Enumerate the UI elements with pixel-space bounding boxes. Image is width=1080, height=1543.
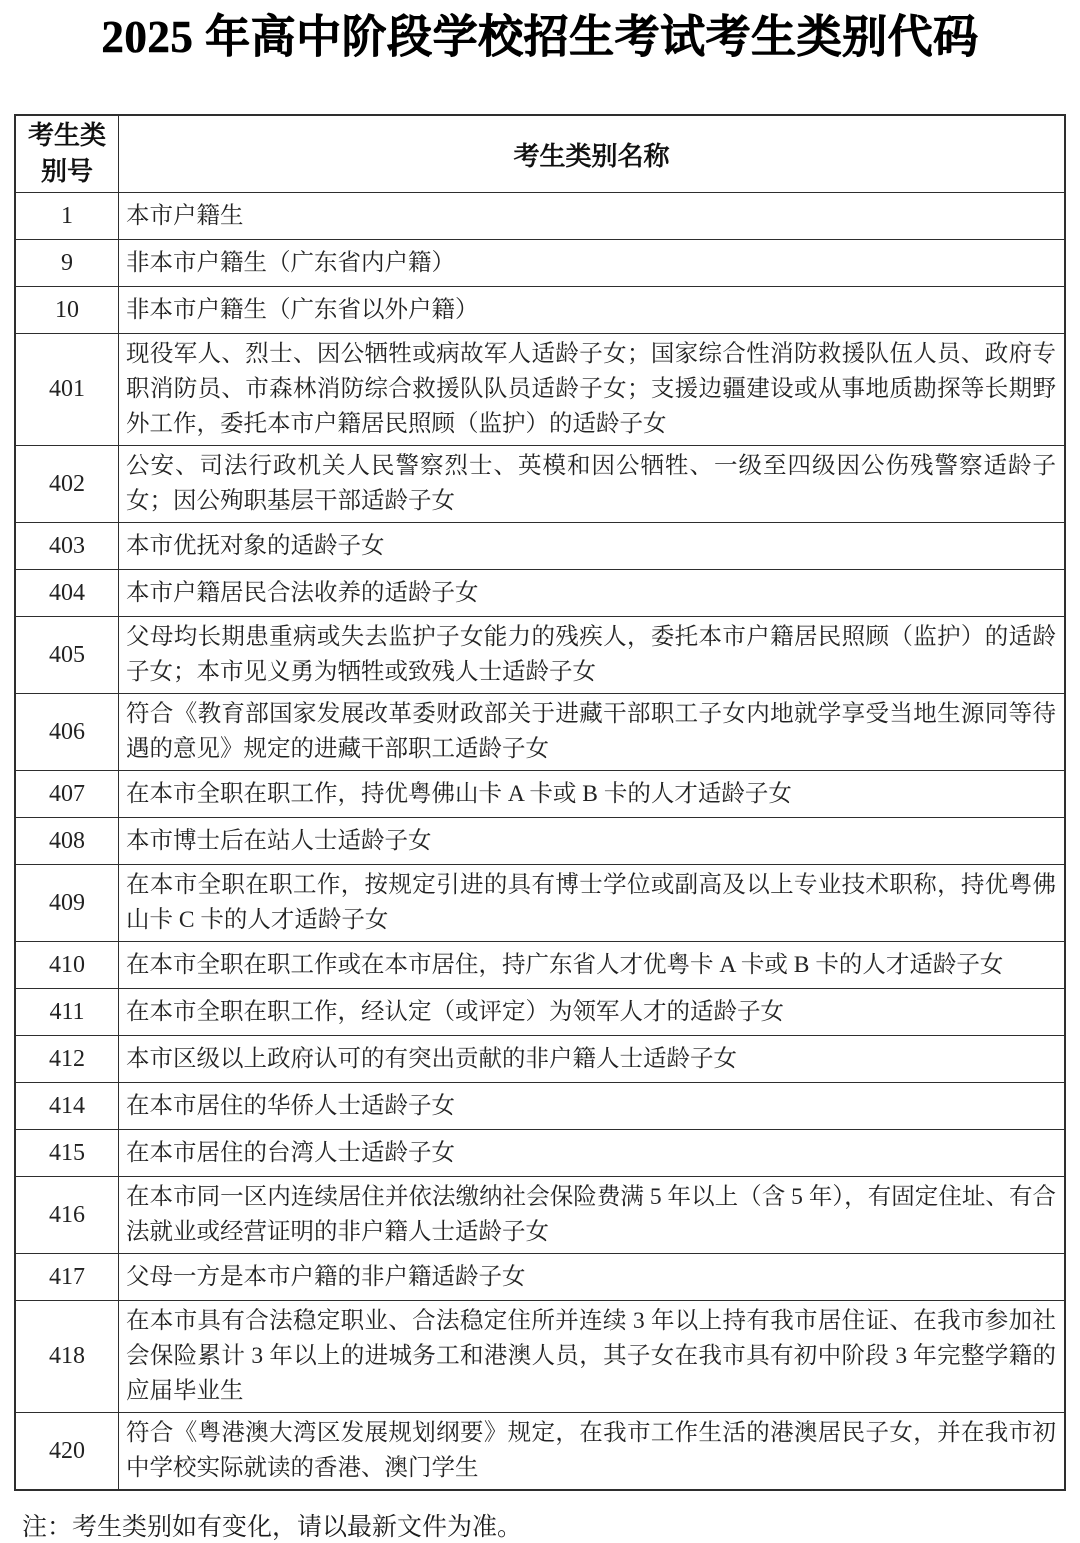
category-name: 本市户籍生 xyxy=(119,193,1066,240)
table-row xyxy=(15,240,1065,287)
table-row xyxy=(15,523,1065,570)
category-code: 412 xyxy=(15,1036,119,1083)
category-name: 符合《教育部国家发展改革委财政部关于进藏干部职工子女内地就学享受当地生源同等待遇的意见》规定的进藏干部职工适龄子女 xyxy=(119,694,1066,771)
footnote: 注：考生类别如有变化，请以最新文件为准。 xyxy=(22,1514,523,1541)
table-body xyxy=(15,193,1065,1491)
category-code: 417 xyxy=(15,1254,119,1301)
category-name: 本市优抚对象的适龄子女 xyxy=(119,523,1066,570)
table-row xyxy=(15,989,1065,1036)
category-name: 本市区级以上政府认可的有突出贡献的非户籍人士适龄子女 xyxy=(119,1036,1066,1083)
category-code: 416 xyxy=(15,1177,119,1254)
category-name: 在本市居住的华侨人士适龄子女 xyxy=(119,1083,1066,1130)
category-name: 本市户籍居民合法收养的适龄子女 xyxy=(119,570,1066,617)
category-name: 在本市居住的台湾人士适龄子女 xyxy=(119,1130,1066,1177)
category-code: 404 xyxy=(15,570,119,617)
table-row xyxy=(15,287,1065,334)
category-code: 410 xyxy=(15,942,119,989)
category-name: 父母均长期患重病或失去监护子女能力的残疾人，委托本市户籍居民照顾（监护）的适龄子女；本市见义勇为牺牲或致残人士适龄子女 xyxy=(119,617,1066,694)
document-title: 2025 年高中阶段学校招生考试考生类别代码 xyxy=(101,12,979,62)
category-name: 符合《粤港澳大湾区发展规划纲要》规定，在我市工作生活的港澳居民子女，并在我市初中学校实际就读的香港、澳门学生 xyxy=(119,1413,1066,1491)
header-code-line1: 考生类 xyxy=(27,121,106,150)
category-code: 420 xyxy=(15,1413,119,1491)
category-code: 402 xyxy=(15,446,119,523)
table-row xyxy=(15,865,1065,942)
category-name: 非本市户籍生（广东省以外户籍） xyxy=(119,287,1066,334)
table-row xyxy=(15,570,1065,617)
category-code: 407 xyxy=(15,771,119,818)
category-name: 在本市具有合法稳定职业、合法稳定住所并连续 3 年以上持有我市居住证、在我市参加社会保险累计 3 年以上的进城务工和港澳人员，其子女在我市具有初中阶段 3 年完整学籍的应届毕业生 xyxy=(119,1301,1066,1413)
table-row xyxy=(15,1254,1065,1301)
table-row xyxy=(15,193,1065,240)
category-name: 在本市全职在职工作或在本市居住，持广东省人才优粤卡 A 卡或 B 卡的人才适龄子女 xyxy=(119,942,1066,989)
table-row xyxy=(15,1301,1065,1413)
category-name: 父母一方是本市户籍的非户籍适龄子女 xyxy=(119,1254,1066,1301)
category-code-table xyxy=(14,114,1066,1491)
category-code: 414 xyxy=(15,1083,119,1130)
table-row xyxy=(15,942,1065,989)
header-row xyxy=(15,115,1065,193)
table-row xyxy=(15,446,1065,523)
category-name: 在本市全职在职工作，经认定（或评定）为领军人才的适龄子女 xyxy=(119,989,1066,1036)
category-code: 9 xyxy=(15,240,119,287)
category-code: 401 xyxy=(15,334,119,446)
table-row xyxy=(15,334,1065,446)
category-code: 405 xyxy=(15,617,119,694)
table-row xyxy=(15,771,1065,818)
category-code: 406 xyxy=(15,694,119,771)
table-row xyxy=(15,818,1065,865)
header-code-line2: 别号 xyxy=(40,157,93,186)
table-row xyxy=(15,617,1065,694)
table-row xyxy=(15,1083,1065,1130)
header-code-column xyxy=(15,115,119,193)
category-name: 现役军人、烈士、因公牺牲或病故军人适龄子女；国家综合性消防救援队伍人员、政府专职消防员、市森林消防综合救援队队员适龄子女；支援边疆建设或从事地质勘探等长期野外工作，委托本市户籍居民照顾（监护）的适龄子女 xyxy=(119,334,1066,446)
category-name: 公安、司法行政机关人民警察烈士、英模和因公牺牲、一级至四级因公伤残警察适龄子女；因公殉职基层干部适龄子女 xyxy=(119,446,1066,523)
category-code: 415 xyxy=(15,1130,119,1177)
category-name: 非本市户籍生（广东省内户籍） xyxy=(119,240,1066,287)
category-code: 1 xyxy=(15,193,119,240)
table-row xyxy=(15,1413,1065,1491)
table-row xyxy=(15,1036,1065,1083)
category-name: 在本市全职在职工作，按规定引进的具有博士学位或副高及以上专业技术职称，持优粤佛山卡 C 卡的人才适龄子女 xyxy=(119,865,1066,942)
category-name: 本市博士后在站人士适龄子女 xyxy=(119,818,1066,865)
table-row xyxy=(15,1177,1065,1254)
table-row xyxy=(15,1130,1065,1177)
category-code: 409 xyxy=(15,865,119,942)
category-name: 在本市全职在职工作，持优粤佛山卡 A 卡或 B 卡的人才适龄子女 xyxy=(119,771,1066,818)
category-code: 411 xyxy=(15,989,119,1036)
category-name: 在本市同一区内连续居住并依法缴纳社会保险费满 5 年以上（含 5 年），有固定住址、有合法就业或经营证明的非户籍人士适龄子女 xyxy=(119,1177,1066,1254)
header-name-column: 考生类别名称 xyxy=(119,115,1066,193)
category-code: 403 xyxy=(15,523,119,570)
category-code: 408 xyxy=(15,818,119,865)
table-row xyxy=(15,694,1065,771)
category-code: 10 xyxy=(15,287,119,334)
category-code: 418 xyxy=(15,1301,119,1413)
